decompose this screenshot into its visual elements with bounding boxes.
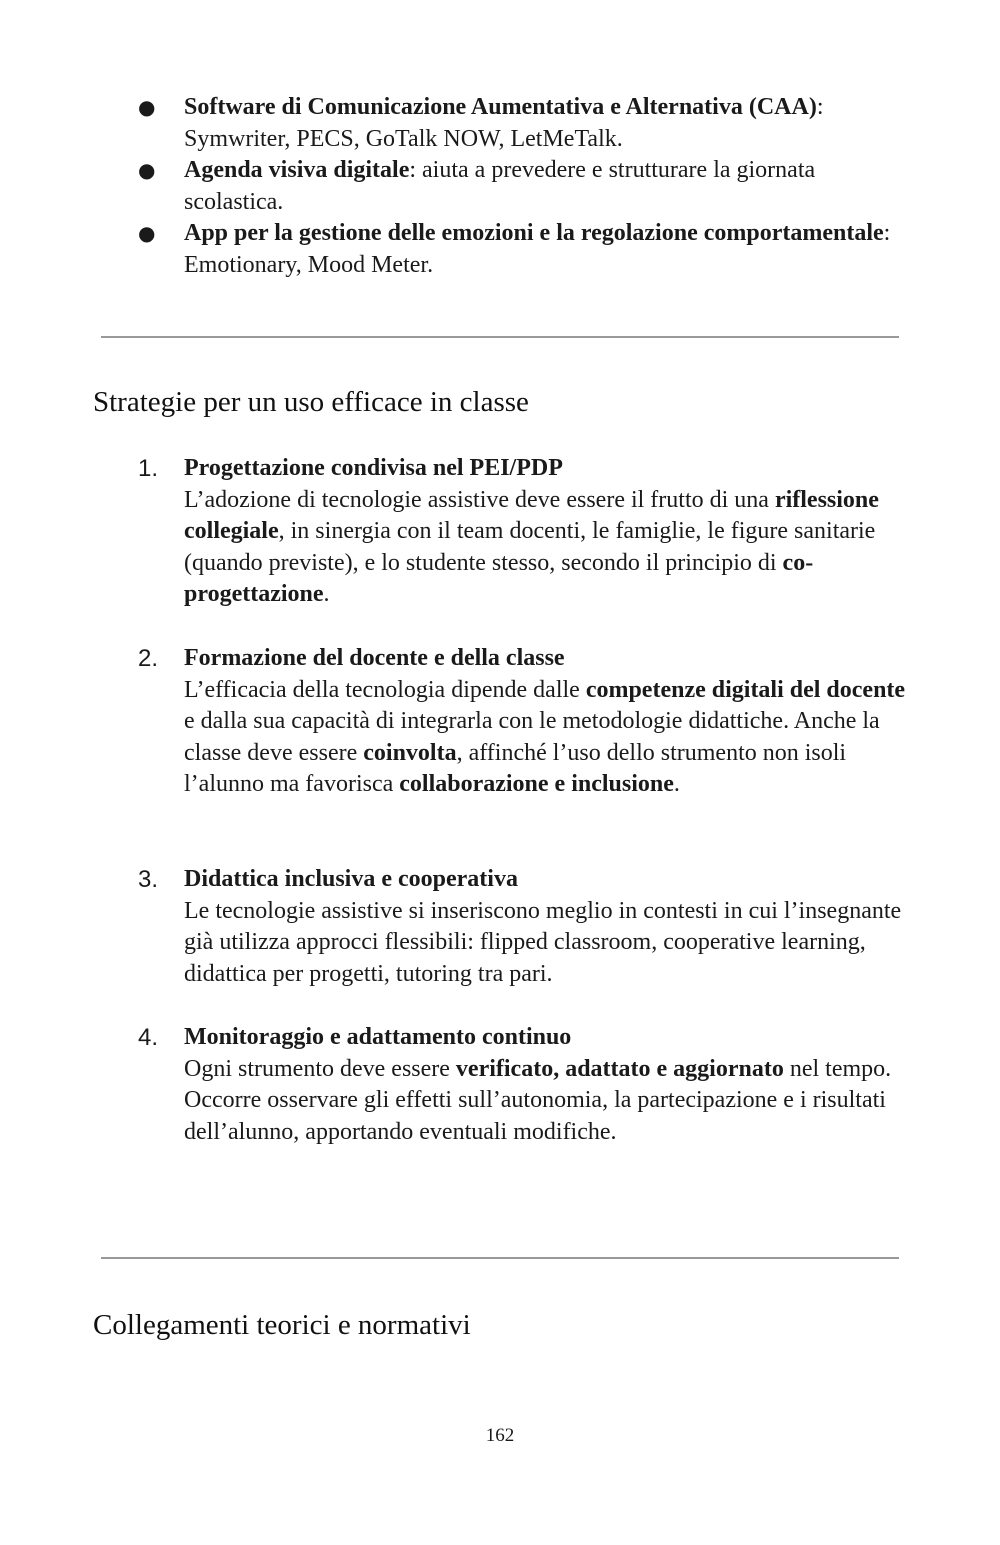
item-number: 3.	[138, 866, 159, 893]
bullet-item-visual-agenda	[0, 155, 1000, 218]
item-paragraph	[184, 485, 912, 611]
item-title: Formazione del docente e della classe	[184, 645, 565, 671]
emphasis-text: competenze digitali del docente	[585, 676, 906, 703]
bullet-marker: ●	[138, 221, 156, 245]
item-content	[184, 643, 912, 801]
numbered-item-2	[0, 643, 1000, 801]
bullet-marker: ●	[138, 158, 156, 182]
item-number: 4.	[138, 1024, 159, 1051]
section-divider	[101, 336, 899, 338]
bullet-description: : aiuta a prevedere e strutturare la giornata scolastica.	[184, 157, 816, 215]
paragraph-text: , affinché l’uso dello strumento non isoli l’alunno ma favorisca	[184, 739, 847, 797]
bullet-description: : Emotionary, Mood Meter.	[184, 220, 891, 278]
bullet-term: App per la gestione delle emozioni e la regolazione comportamentale	[184, 220, 884, 246]
item-title: Didattica inclusiva e cooperativa	[184, 866, 518, 892]
item-title: Progettazione condivisa nel PEI/PDP	[184, 455, 563, 481]
bullet-description: : Symwriter, PECS, GoTalk NOW, LetMeTalk.	[184, 94, 824, 152]
bullet-list	[0, 92, 1000, 281]
item-title: Monitoraggio e adattamento continuo	[184, 1024, 572, 1050]
paragraph-text: .	[673, 771, 680, 797]
item-number: 2.	[138, 645, 159, 672]
emphasis-text: verificato, adattato e aggiornato	[455, 1055, 784, 1082]
item-content	[184, 1022, 912, 1148]
bullet-item-emotion-apps	[0, 218, 1000, 281]
bullet-term: Agenda visiva digitale	[184, 157, 410, 183]
numbered-item-3	[0, 864, 1000, 990]
section-divider	[101, 1257, 899, 1259]
emphasis-text: co-progettazione	[184, 549, 814, 607]
bullet-item-caa-software	[0, 92, 1000, 155]
paragraph-text: L’efficacia della tecnologia dipende dalle	[184, 676, 586, 703]
bullet-marker: ●	[138, 95, 156, 119]
emphasis-text: riflessione collegiale	[184, 486, 879, 544]
paragraph-text: L’adozione di tecnologie assistive deve essere il frutto di una	[184, 486, 775, 513]
item-content	[184, 864, 912, 990]
section-heading-strategies: Strategie per un uso efficace in classe	[93, 386, 529, 418]
item-paragraph	[184, 896, 912, 991]
item-paragraph	[184, 675, 912, 801]
paragraph-text: .	[323, 581, 330, 607]
page-number: 162	[485, 1425, 515, 1446]
bullet-term: Software di Comunicazione Aumentativa e Alternativa (CAA)	[184, 94, 817, 120]
numbered-item-1	[0, 453, 1000, 611]
item-paragraph	[184, 1054, 912, 1149]
paragraph-text: Le tecnologie assistive si inseriscono meglio in contesti in cui l’insegnante già utilizza approcci flessibili: flipped classroom, cooperative learning, didattica per progetti, tutoring tra pari.	[184, 897, 902, 987]
paragraph-text: Ogni strumento deve essere	[184, 1055, 456, 1082]
numbered-item-4	[0, 1022, 1000, 1148]
emphasis-text: collaborazione e inclusione	[399, 771, 674, 797]
paragraph-text: , in sinergia con il team docenti, le famiglie, le figure sanitarie (quando previste), e lo studente stesso, secondo il principio di	[184, 518, 876, 576]
item-content	[184, 453, 912, 611]
paragraph-text: nel tempo. Occorre osservare gli effetti sull’autonomia, la partecipazione e i risultati dell’alunno, apportando eventuali modifiche.	[184, 1055, 892, 1145]
paragraph-text: e dalla sua capacità di integrarla con le metodologie didattiche. Anche la classe deve essere	[184, 708, 880, 766]
section-heading-theoretical-links: Collegamenti teorici e normativi	[93, 1309, 471, 1341]
item-number: 1.	[138, 455, 159, 482]
emphasis-text: coinvolta	[363, 739, 457, 766]
